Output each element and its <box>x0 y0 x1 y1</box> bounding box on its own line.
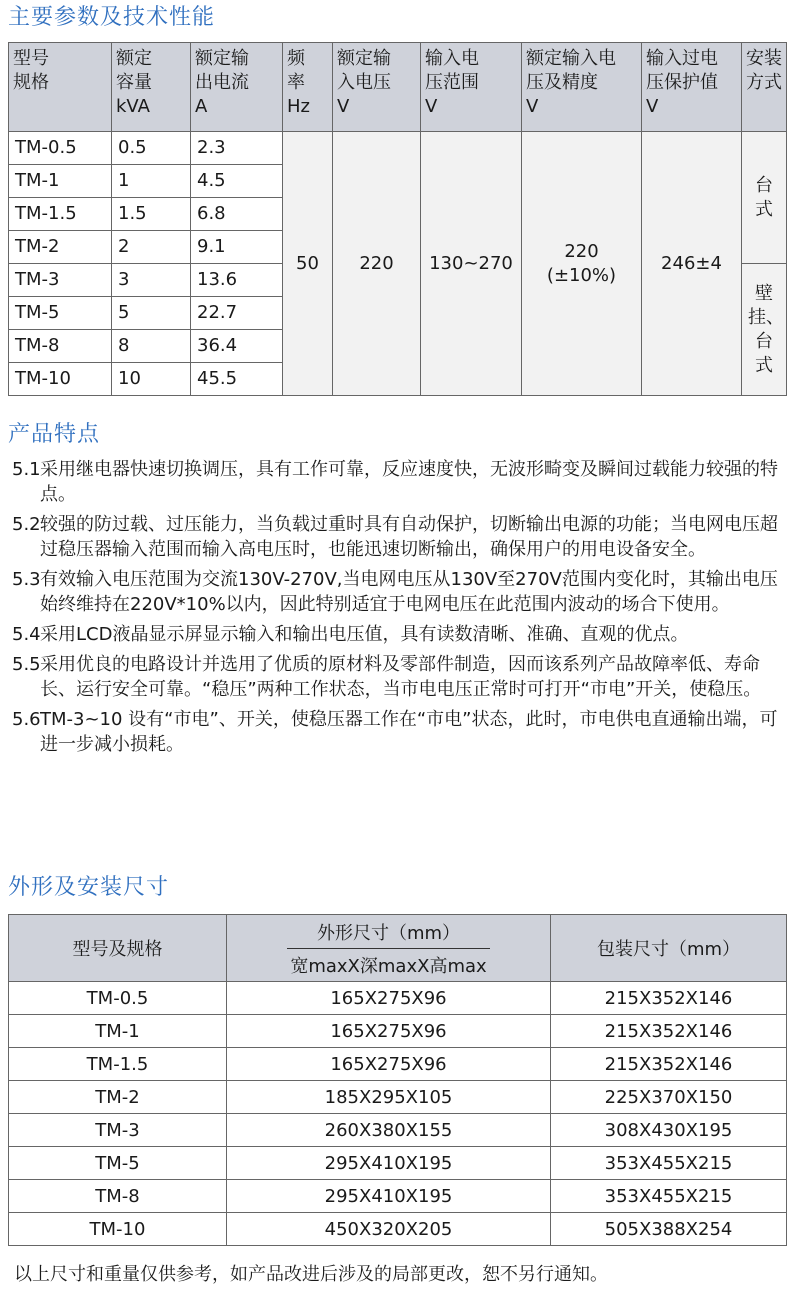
rated-voltage-cell <box>522 132 642 396</box>
params-header-cell <box>333 43 421 132</box>
kva-cell: 1.5 <box>112 198 191 231</box>
header-line: 额定输入电 <box>526 48 616 69</box>
dims-row <box>9 1081 787 1114</box>
params-row <box>9 132 787 165</box>
params-section-title: 主要参数及技术性能 <box>8 5 216 30</box>
feature-text: TM-3~10 设有“市电”、开关，使稳压器工作在“市电”状态，此时，市电供电直通输出端，可进一步减小损耗。 <box>40 709 778 755</box>
header-line: kVA <box>116 96 150 117</box>
feature-number: 5.5 <box>12 654 41 675</box>
header-line: 输入过电 <box>646 48 718 69</box>
amp-cell: 6.8 <box>191 198 283 231</box>
amp-cell: 9.1 <box>191 231 283 264</box>
header-line: 方式 <box>746 72 782 93</box>
dims-model-cell: TM-1.5 <box>9 1048 227 1081</box>
amp-cell: 2.3 <box>191 132 283 165</box>
kva-cell: 8 <box>112 330 191 363</box>
overvoltage-cell: 246±4 <box>642 132 742 396</box>
kva-cell: 1 <box>112 165 191 198</box>
dims-pack-cell: 215X352X146 <box>551 1048 787 1081</box>
params-header-row <box>9 43 787 132</box>
feature-item <box>10 457 780 507</box>
header-line: V <box>425 96 438 117</box>
header-line: 率 <box>287 72 305 93</box>
params-table <box>8 42 787 396</box>
dims-row <box>9 1114 787 1147</box>
feature-text: 采用继电器快速切换调压，具有工作可靠，反应速度快，无波形畸变及瞬间过载能力较强的特点。 <box>40 459 778 505</box>
amp-cell: 22.7 <box>191 297 283 330</box>
header-line: 频 <box>287 48 305 69</box>
dims-section-title: 外形及安装尺寸 <box>8 875 170 900</box>
kva-cell: 0.5 <box>112 132 191 165</box>
amp-cell: 4.5 <box>191 165 283 198</box>
model-cell: TM-1 <box>9 165 112 198</box>
model-cell: TM-10 <box>9 363 112 396</box>
header-line: 容量 <box>116 72 152 93</box>
dims-pack-cell: 353X455X215 <box>551 1147 787 1180</box>
header-line: 出电流 <box>195 72 249 93</box>
input-range-cell: 130~270 <box>421 132 522 396</box>
dims-row <box>9 1180 787 1213</box>
feature-item <box>10 512 780 562</box>
header-line: 额定输 <box>195 48 249 69</box>
header-line: Hz <box>287 96 310 117</box>
header-line: 输入电 <box>425 48 479 69</box>
dims-outer-cell: 295X410X195 <box>227 1147 551 1180</box>
dims-outer-cell: 185X295X105 <box>227 1081 551 1114</box>
kva-cell: 10 <box>112 363 191 396</box>
amp-cell: 36.4 <box>191 330 283 363</box>
params-header-cell <box>421 43 522 132</box>
dims-outer-cell: 165X275X96 <box>227 1048 551 1081</box>
feature-number: 5.4 <box>12 624 41 645</box>
header-line: 型号 <box>13 48 49 69</box>
model-cell: TM-1.5 <box>9 198 112 231</box>
dims-header-outer <box>227 915 551 982</box>
feature-item <box>10 652 780 702</box>
dims-row <box>9 1213 787 1246</box>
dims-row <box>9 1147 787 1180</box>
feature-item <box>10 707 780 757</box>
params-header-cell <box>642 43 742 132</box>
header-line: V <box>646 96 659 117</box>
dims-outer-cell: 450X320X205 <box>227 1213 551 1246</box>
mount-wall-line1: 壁挂、 <box>748 282 784 328</box>
params-header-cell <box>112 43 191 132</box>
rated-voltage-value: 220 <box>564 240 599 262</box>
dims-model-cell: TM-2 <box>9 1081 227 1114</box>
feature-text: 有效输入电压范围为交流130V-270V,当电网电压从130V至270V范围内变化时，其输出电压始终维持在220V*10%以内，因此特别适宜于电网电压在此范围内波动的场合下使用。 <box>40 569 778 615</box>
dims-row <box>9 1048 787 1081</box>
dims-pack-cell: 353X455X215 <box>551 1180 787 1213</box>
feature-text: 采用优良的电路设计并选用了优质的原材料及零部件制造，因而该系列产品故障率低、寿命长、运行安全可靠。“稳压”两种工作状态，当市电电压正常时可打开“市电”开关，使稳压。 <box>40 654 762 700</box>
footer-note: 以上尺寸和重量仅供参考，如产品改进后涉及的局部更改，恕不另行通知。 <box>14 1264 608 1285</box>
input-voltage-cell: 220 <box>333 132 421 396</box>
model-cell: TM-2 <box>9 231 112 264</box>
mount-cell-desk: 台式 <box>742 132 787 264</box>
dims-outer-cell: 165X275X96 <box>227 982 551 1015</box>
dims-model-cell: TM-0.5 <box>9 982 227 1015</box>
dims-row <box>9 982 787 1015</box>
feature-item <box>10 567 780 617</box>
dims-pack-cell: 215X352X146 <box>551 982 787 1015</box>
dims-pack-cell: 308X430X195 <box>551 1114 787 1147</box>
header-line: 入电压 <box>337 72 391 93</box>
dims-header-outer-top: 外形尺寸（mm） <box>287 919 490 949</box>
params-header-cell <box>9 43 112 132</box>
dims-outer-cell: 260X380X155 <box>227 1114 551 1147</box>
dims-model-cell: TM-8 <box>9 1180 227 1213</box>
header-line: 压范围 <box>425 72 479 93</box>
amp-cell: 45.5 <box>191 363 283 396</box>
dims-header-row <box>9 915 787 982</box>
dims-header-pack: 包装尺寸（mm） <box>551 915 787 982</box>
features-section-title: 产品特点 <box>8 422 101 447</box>
params-header-cell <box>522 43 642 132</box>
dims-pack-cell: 505X388X254 <box>551 1213 787 1246</box>
feature-number: 5.6 <box>12 709 41 730</box>
feature-number: 5.3 <box>12 569 41 590</box>
dims-header-outer-bottom: 宽maxX深maxX高max <box>290 955 487 977</box>
feature-item <box>10 622 780 647</box>
feature-text: 较强的防过载、过压能力，当负载过重时具有自动保护，切断输出电源的功能；当电网电压超过稳压器输入范围而输入高电压时，也能迅速切断输出，确保用户的用电设备安全。 <box>40 514 778 560</box>
model-cell: TM-0.5 <box>9 132 112 165</box>
header-line: V <box>526 96 539 117</box>
kva-cell: 3 <box>112 264 191 297</box>
header-line: 安装 <box>746 48 782 69</box>
dims-pack-cell: 225X370X150 <box>551 1081 787 1114</box>
features-list <box>10 457 780 762</box>
feature-number: 5.1 <box>12 459 41 480</box>
dims-pack-cell: 215X352X146 <box>551 1015 787 1048</box>
freq-cell: 50 <box>283 132 333 396</box>
header-line: 压保护值 <box>646 72 718 93</box>
amp-cell: 13.6 <box>191 264 283 297</box>
dims-model-cell: TM-5 <box>9 1147 227 1180</box>
params-header-cell <box>283 43 333 132</box>
dims-outer-cell: 165X275X96 <box>227 1015 551 1048</box>
dims-header-model: 型号及规格 <box>9 915 227 982</box>
header-line: 压及精度 <box>526 72 598 93</box>
mount-cell-wall <box>742 264 787 396</box>
dims-model-cell: TM-1 <box>9 1015 227 1048</box>
model-cell: TM-5 <box>9 297 112 330</box>
params-header-cell <box>742 43 787 132</box>
model-cell: TM-8 <box>9 330 112 363</box>
dims-table <box>8 914 787 1246</box>
dims-model-cell: TM-10 <box>9 1213 227 1246</box>
feature-text: 采用LCD液晶显示屏显示输入和输出电压值，具有读数清晰、准确、直观的优点。 <box>40 624 689 645</box>
header-line: 额定 <box>116 48 152 69</box>
header-line: A <box>195 96 208 117</box>
kva-cell: 5 <box>112 297 191 330</box>
dims-row <box>9 1015 787 1048</box>
dims-model-cell: TM-3 <box>9 1114 227 1147</box>
dims-outer-cell: 295X410X195 <box>227 1180 551 1213</box>
kva-cell: 2 <box>112 231 191 264</box>
model-cell: TM-3 <box>9 264 112 297</box>
header-line: 规格 <box>13 72 49 93</box>
feature-number: 5.2 <box>12 514 41 535</box>
params-header-cell <box>191 43 283 132</box>
header-line: 额定输 <box>337 48 391 69</box>
rated-voltage-precision: (±10%) <box>546 264 617 286</box>
mount-wall-line2: 台式 <box>755 330 773 376</box>
header-line: V <box>337 96 350 117</box>
